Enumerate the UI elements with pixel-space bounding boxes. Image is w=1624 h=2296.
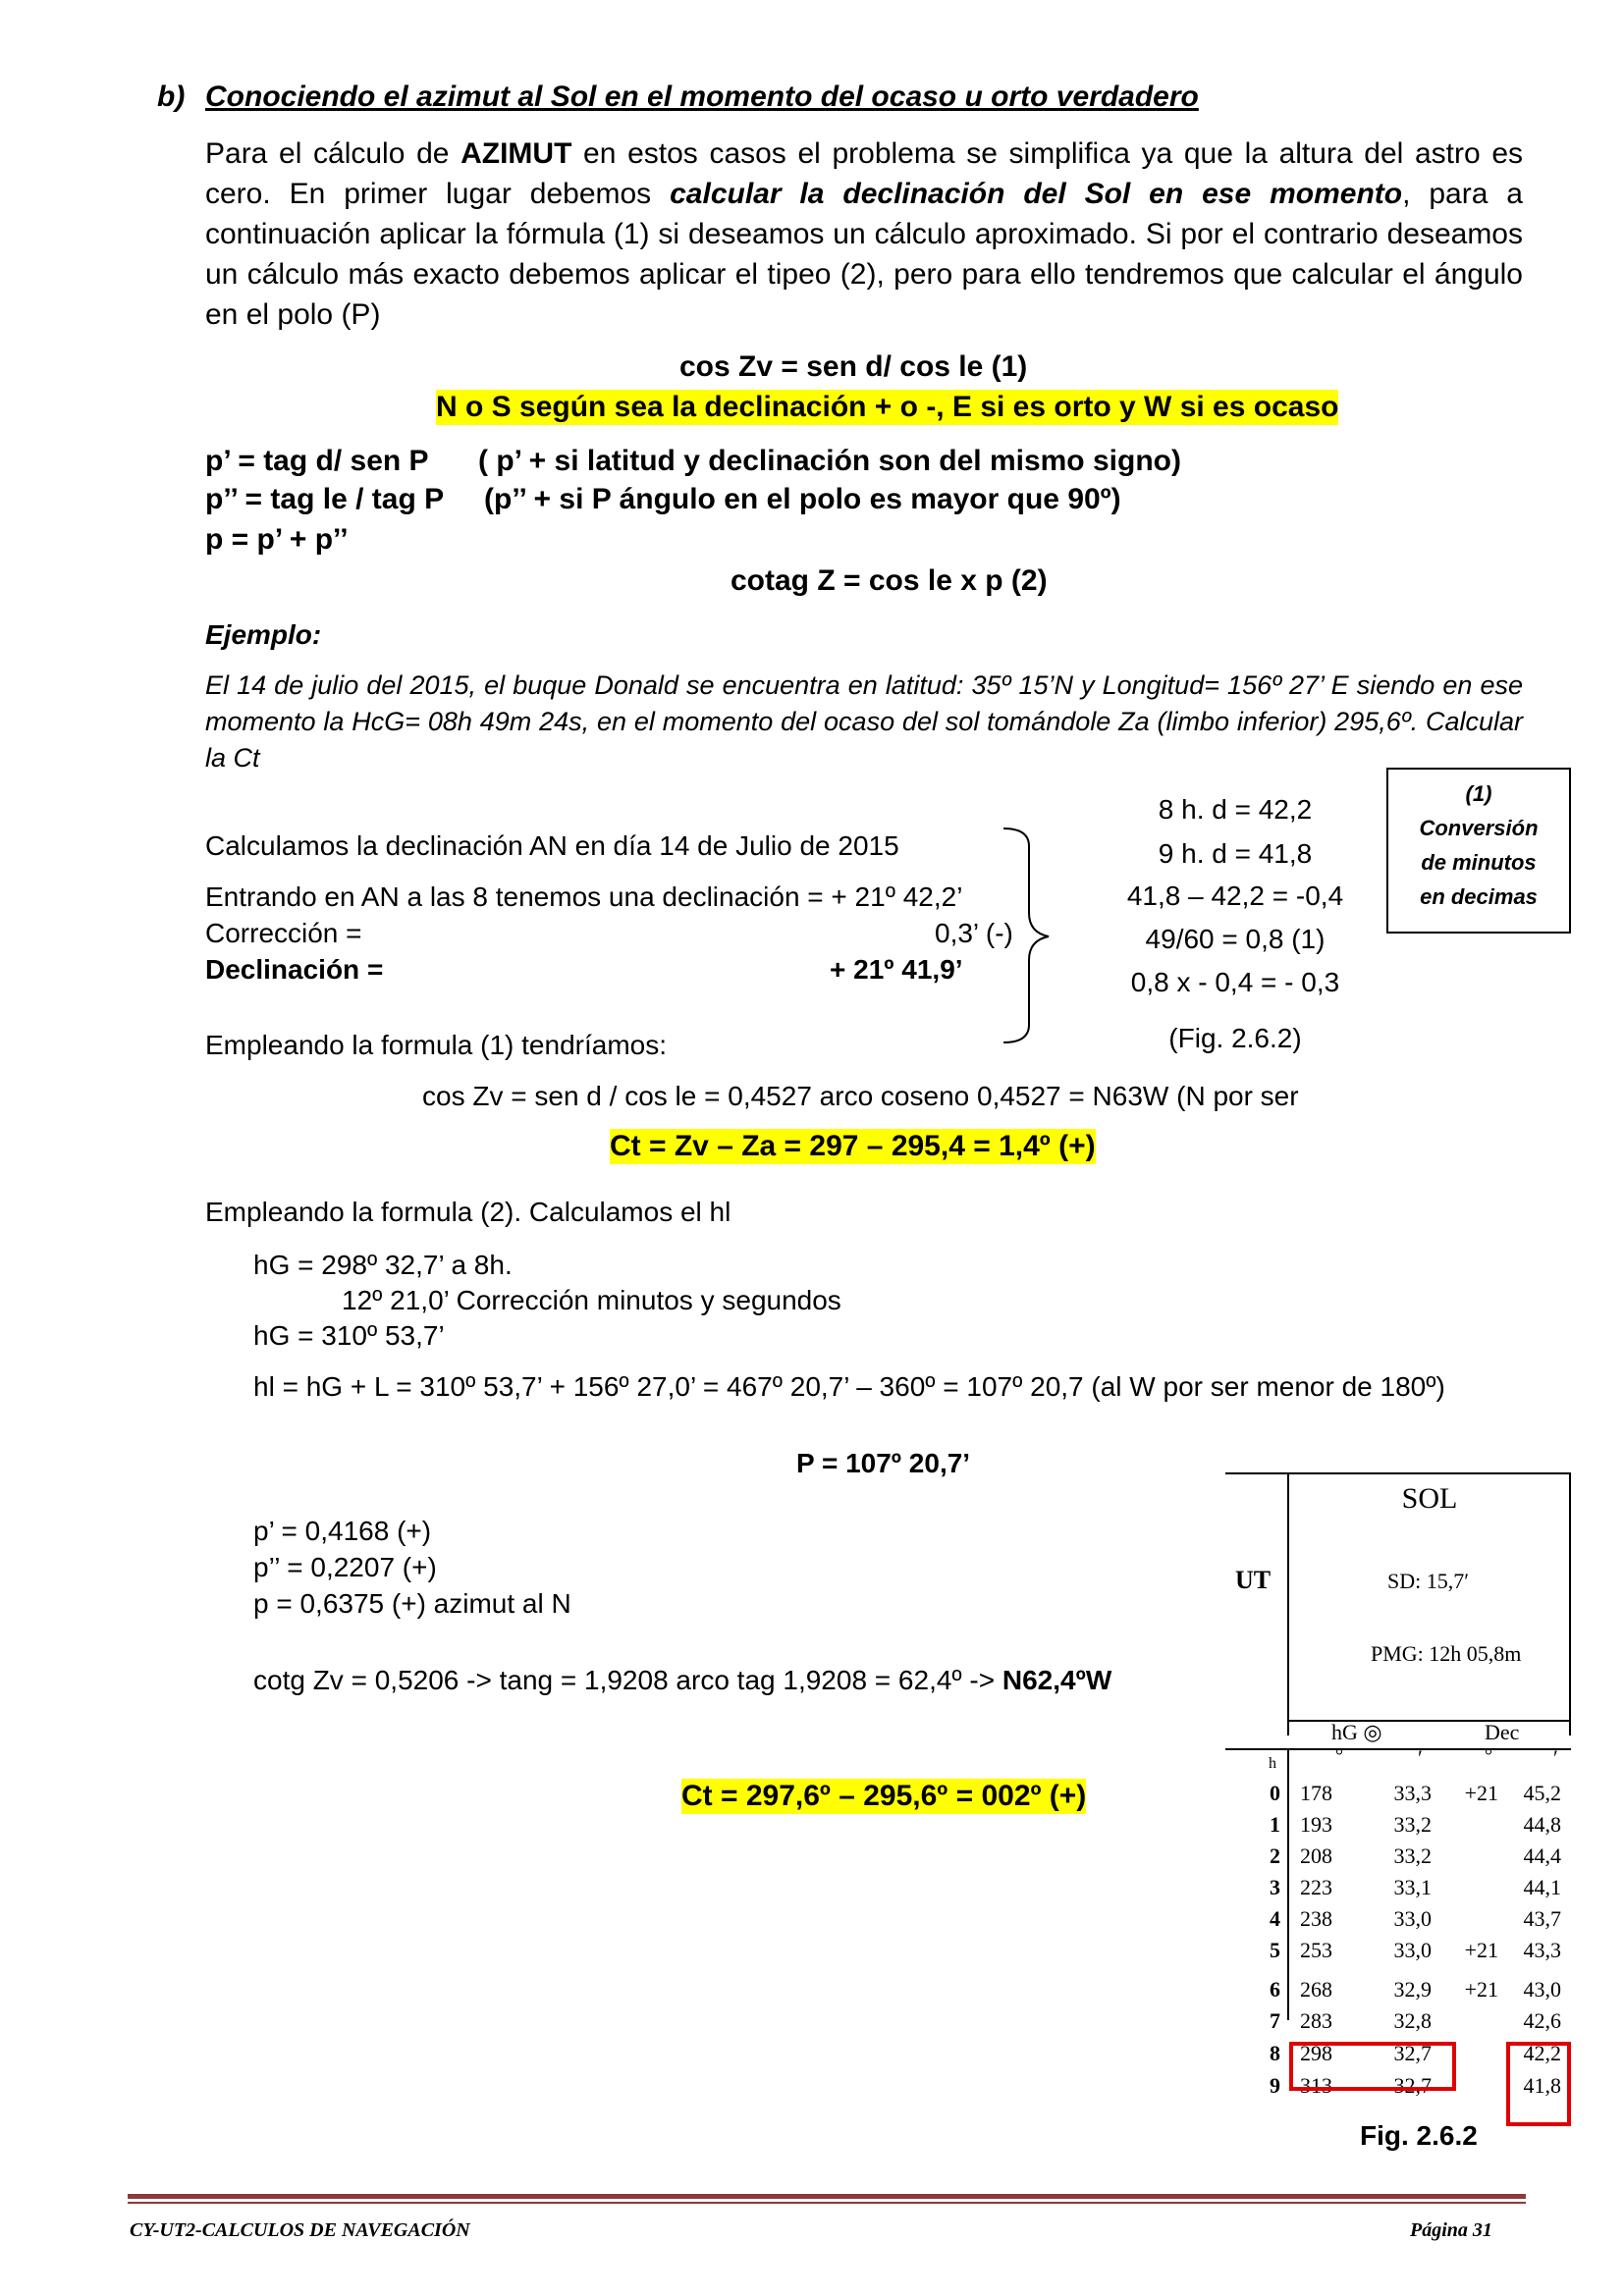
table-hg-min-unit: ′ [1418,1745,1423,1770]
p-value: p = 0,6375 (+) azimut al N [253,1588,571,1619]
table-cell-hg-min: 32,9 [1393,1977,1432,2002]
correction-value: 0,3’ (-) [935,918,1013,948]
table-right-rule [1569,1472,1571,1735]
table-unit-rule [1225,1748,1571,1750]
table-cell-dec-min: 43,0 [1523,1977,1561,2002]
highlight-box-hg [1289,2042,1456,2091]
brace-icon [1001,827,1060,1044]
table-cell-dec-min: 44,1 [1523,1875,1561,1899]
table-cell-hg-deg: 298 [1300,2041,1332,2065]
table-cell-dec-sign: +21 [1464,1781,1498,1805]
table-sd: SD: 15,7′ [1387,1569,1470,1593]
table-cell-hour: 6 [1270,1977,1280,2002]
table-cell-hour: 4 [1270,1906,1280,1931]
rule-1-highlight: N o S según sea la declinación + o -, E si es orto y W si es ocaso [436,391,1339,423]
table-cell-hg-deg: 223 [1300,1875,1332,1899]
table-cell-dec-sign: +21 [1464,1938,1498,1962]
p-prime-formula: p’ = tag d/ sen P [205,445,429,477]
result-1-line: cos Zv = sen d / cos le = 0,4527 arco coseno 0,4527 = N63W (N por ser [422,1081,1299,1111]
p-dprime-formula: p’’ = tag le / tag P [205,483,445,515]
table-row [1225,1781,1571,1810]
table-cell-hour: 0 [1270,1781,1280,1805]
table-cell-hg-min: 33,2 [1393,1843,1432,1868]
table-row [1225,1977,1571,2006]
table-cell-dec-sign: +21 [1464,1977,1498,2002]
cotg-line: cotg Zv = 0,5206 -> tang = 1,9208 arco tag 1,9208 = 62,4º -> N62,4ºW [253,1665,1112,1695]
note-box-line2: de minutos [1421,850,1537,875]
table-cell-hg-min: 32,7 [1393,2041,1432,2065]
table-pmg: PMG: 12h 05,8m [1371,1641,1522,1666]
table-cell-hour: 9 [1270,2073,1280,2098]
correction-label: Corrección = [205,918,362,948]
hg-line-3: hG = 310º 53,7’ [253,1320,445,1351]
footer-rule-thick [128,2194,1526,2199]
table-cell-dec-min: 43,7 [1523,1906,1561,1931]
p-sum: p = p’ + p’’ [205,523,349,556]
table-dec-deg-unit: ° [1485,1745,1492,1767]
table-h-unit: h [1269,1755,1276,1772]
table-row [1225,1843,1571,1873]
table-row [1225,1812,1571,1842]
table-dec-head: Dec [1485,1720,1520,1744]
p-prime-note: ( p’ + si latitud y declinación son del mismo signo) [478,445,1181,477]
formula-1: cos Zv = sen d/ cos le (1) [679,350,1028,383]
table-cell-hg-min: 33,0 [1393,1906,1432,1931]
declination-label: Declinación = [205,954,384,985]
table-cell-hour: 1 [1270,1812,1280,1837]
table-row [1225,1938,1571,1967]
side-calc-fig-ref: (Fig. 2.6.2) [1168,1023,1302,1053]
p-angle-value: P = 107º 20,7’ [796,1448,971,1478]
figure-caption: Fig. 2.6.2 [1360,2120,1478,2151]
table-cell-hg-deg: 283 [1300,2008,1332,2033]
hl-line: hl = hG + L = 310º 53,7’ + 156º 27,0’ = 467º 20,7’ – 360º = 107º 20,7 (al W por ser menor de 180º) [253,1371,1445,1402]
side-calc-5: 0,8 x - 0,4 = - 0,3 [1130,967,1340,997]
table-cell-hg-deg: 193 [1300,1812,1332,1837]
table-cell-dec-min: 41,8 [1523,2073,1561,2098]
side-calc-4: 49/60 = 0,8 (1) [1145,924,1326,954]
p-dprime-note: (p’’ + si P ángulo en el polo es mayor que 90º) [484,483,1121,515]
table-cell-hg-min: 32,8 [1393,2008,1432,2033]
declination-value: + 21º 41,9’ [830,954,963,985]
table-cell-hg-min: 33,3 [1393,1781,1432,1805]
table-cell-dec-min: 42,2 [1523,2041,1561,2065]
note-box-number: (1) [1465,781,1492,806]
note-box [1386,768,1571,934]
intro-paragraph: Para el cálculo de AZIMUT en estos casos el problema se simplifica ya que la altura del astro es cero. En primer lugar debemos calcular la declinación del Sol en ese momento, para a continuación aplicar la fórmula (1) si deseamos un cálculo aproximado. Si por el contrario deseamos un cálculo más exacto debemos aplicar el tipeo (2), pero para ello tendremos que calcular el ángulo en el polo (P) [205,137,1524,331]
hg-line-2: 12º 21,0’ Corrección minutos y segundos [342,1285,841,1315]
footer-left: CY-UT2-CALCULOS DE NAVEGACIÓN [130,2219,470,2241]
table-cell-hour: 7 [1270,2008,1280,2033]
table-cell-dec-min: 42,6 [1523,2008,1561,2033]
note-box-line1: Conversión [1419,816,1539,840]
ct-result-2: Ct = 297,6º – 295,6º = 002º (+) [681,1780,1087,1812]
table-header-rule [1287,1720,1571,1722]
table-cell-hour: 5 [1270,1938,1280,1962]
calc-line-2: Entrando en AN a las 8 tenemos una declinación = + 21º 42,2’ [205,881,963,912]
table-top-rule [1225,1472,1571,1474]
side-calc-3: 41,8 – 42,2 = -0,4 [1126,881,1344,911]
note-box-line3: en decimas [1420,884,1538,909]
section-marker: b) [157,80,186,113]
cotg-result: N62,4ºW [1001,1665,1112,1695]
table-cell-hg-min: 33,1 [1393,1875,1432,1899]
table-cell-dec-min: 44,4 [1523,1843,1561,1868]
table-ut-label: UT [1235,1566,1272,1594]
formula1-intro: Empleando la formula (1) tendríamos: [205,1030,667,1060]
table-cell-hg-deg: 268 [1300,1977,1332,2002]
table-vrule-top [1287,1472,1289,1735]
table-cell-hour: 8 [1270,2041,1280,2065]
table-row [1225,2008,1571,2038]
section-title: Conociendo el azimut al Sol en el momento del ocaso u orto verdadero [205,80,1199,113]
formula-2: cotag Z = cos le x p (2) [731,564,1048,597]
table-cell-hg-min: 33,0 [1393,1938,1432,1962]
table-cell-hg-min: 32,7 [1393,2073,1432,2098]
table-hg-head: hG ◎ [1331,1720,1382,1744]
calc-line-1: Calculamos la declinación AN en día 14 de Julio de 2015 [205,830,899,861]
highlight-box-dec [1506,2042,1571,2126]
table-row [1225,1875,1571,1904]
table-cell-dec-min: 43,3 [1523,1938,1561,1962]
table-cell-hg-deg: 178 [1300,1781,1332,1805]
table-cell-hg-min: 33,2 [1393,1812,1432,1837]
table-cell-hour: 2 [1270,1843,1280,1868]
side-calc-2: 9 h. d = 41,8 [1158,838,1313,869]
table-cell-hg-deg: 313 [1300,2073,1332,2098]
p-prime-value: p’ = 0,4168 (+) [253,1516,432,1546]
side-calc-1: 8 h. d = 42,2 [1158,794,1313,825]
table-cell-hg-deg: 208 [1300,1843,1332,1868]
formula2-intro: Empleando la formula (2). Calculamos el hl [205,1197,731,1227]
table-sol-title: SOL [1401,1482,1458,1515]
table-cell-dec-min: 45,2 [1523,1781,1561,1805]
table-cell-dec-min: 44,8 [1523,1812,1561,1837]
table-cell-hour: 3 [1270,1875,1280,1899]
table-cell-hg-deg: 238 [1300,1906,1332,1931]
example-label: Ejemplo: [205,619,322,650]
example-text: El 14 de julio del 2015, el buque Donald se encuentra en latitud: 35º 15’N y Longitud= 156º 27’ E siendo en ese momento la HcG= 08h 49m 24s, en el momento del ocaso del sol tomándole Za (limbo inferior) 295,6º. Calcular la Ct [205,670,1523,773]
ct-result-1: Ct = Zv – Za = 297 – 295,4 = 1,4º (+) [610,1130,1096,1162]
table-row [1225,1906,1571,1936]
table-dec-min-unit: ′ [1553,1745,1558,1770]
p-dprime-value: p’’ = 0,2207 (+) [253,1552,437,1582]
footer-page: Página 31 [1410,2219,1492,2241]
hg-line-1: hG = 298º 32,7’ a 8h. [253,1250,513,1280]
table-hg-deg-unit: ° [1335,1745,1343,1767]
footer-rule-thin [128,2202,1526,2204]
table-cell-hg-deg: 253 [1300,1938,1332,1962]
almanac-table [1225,1472,1571,2101]
